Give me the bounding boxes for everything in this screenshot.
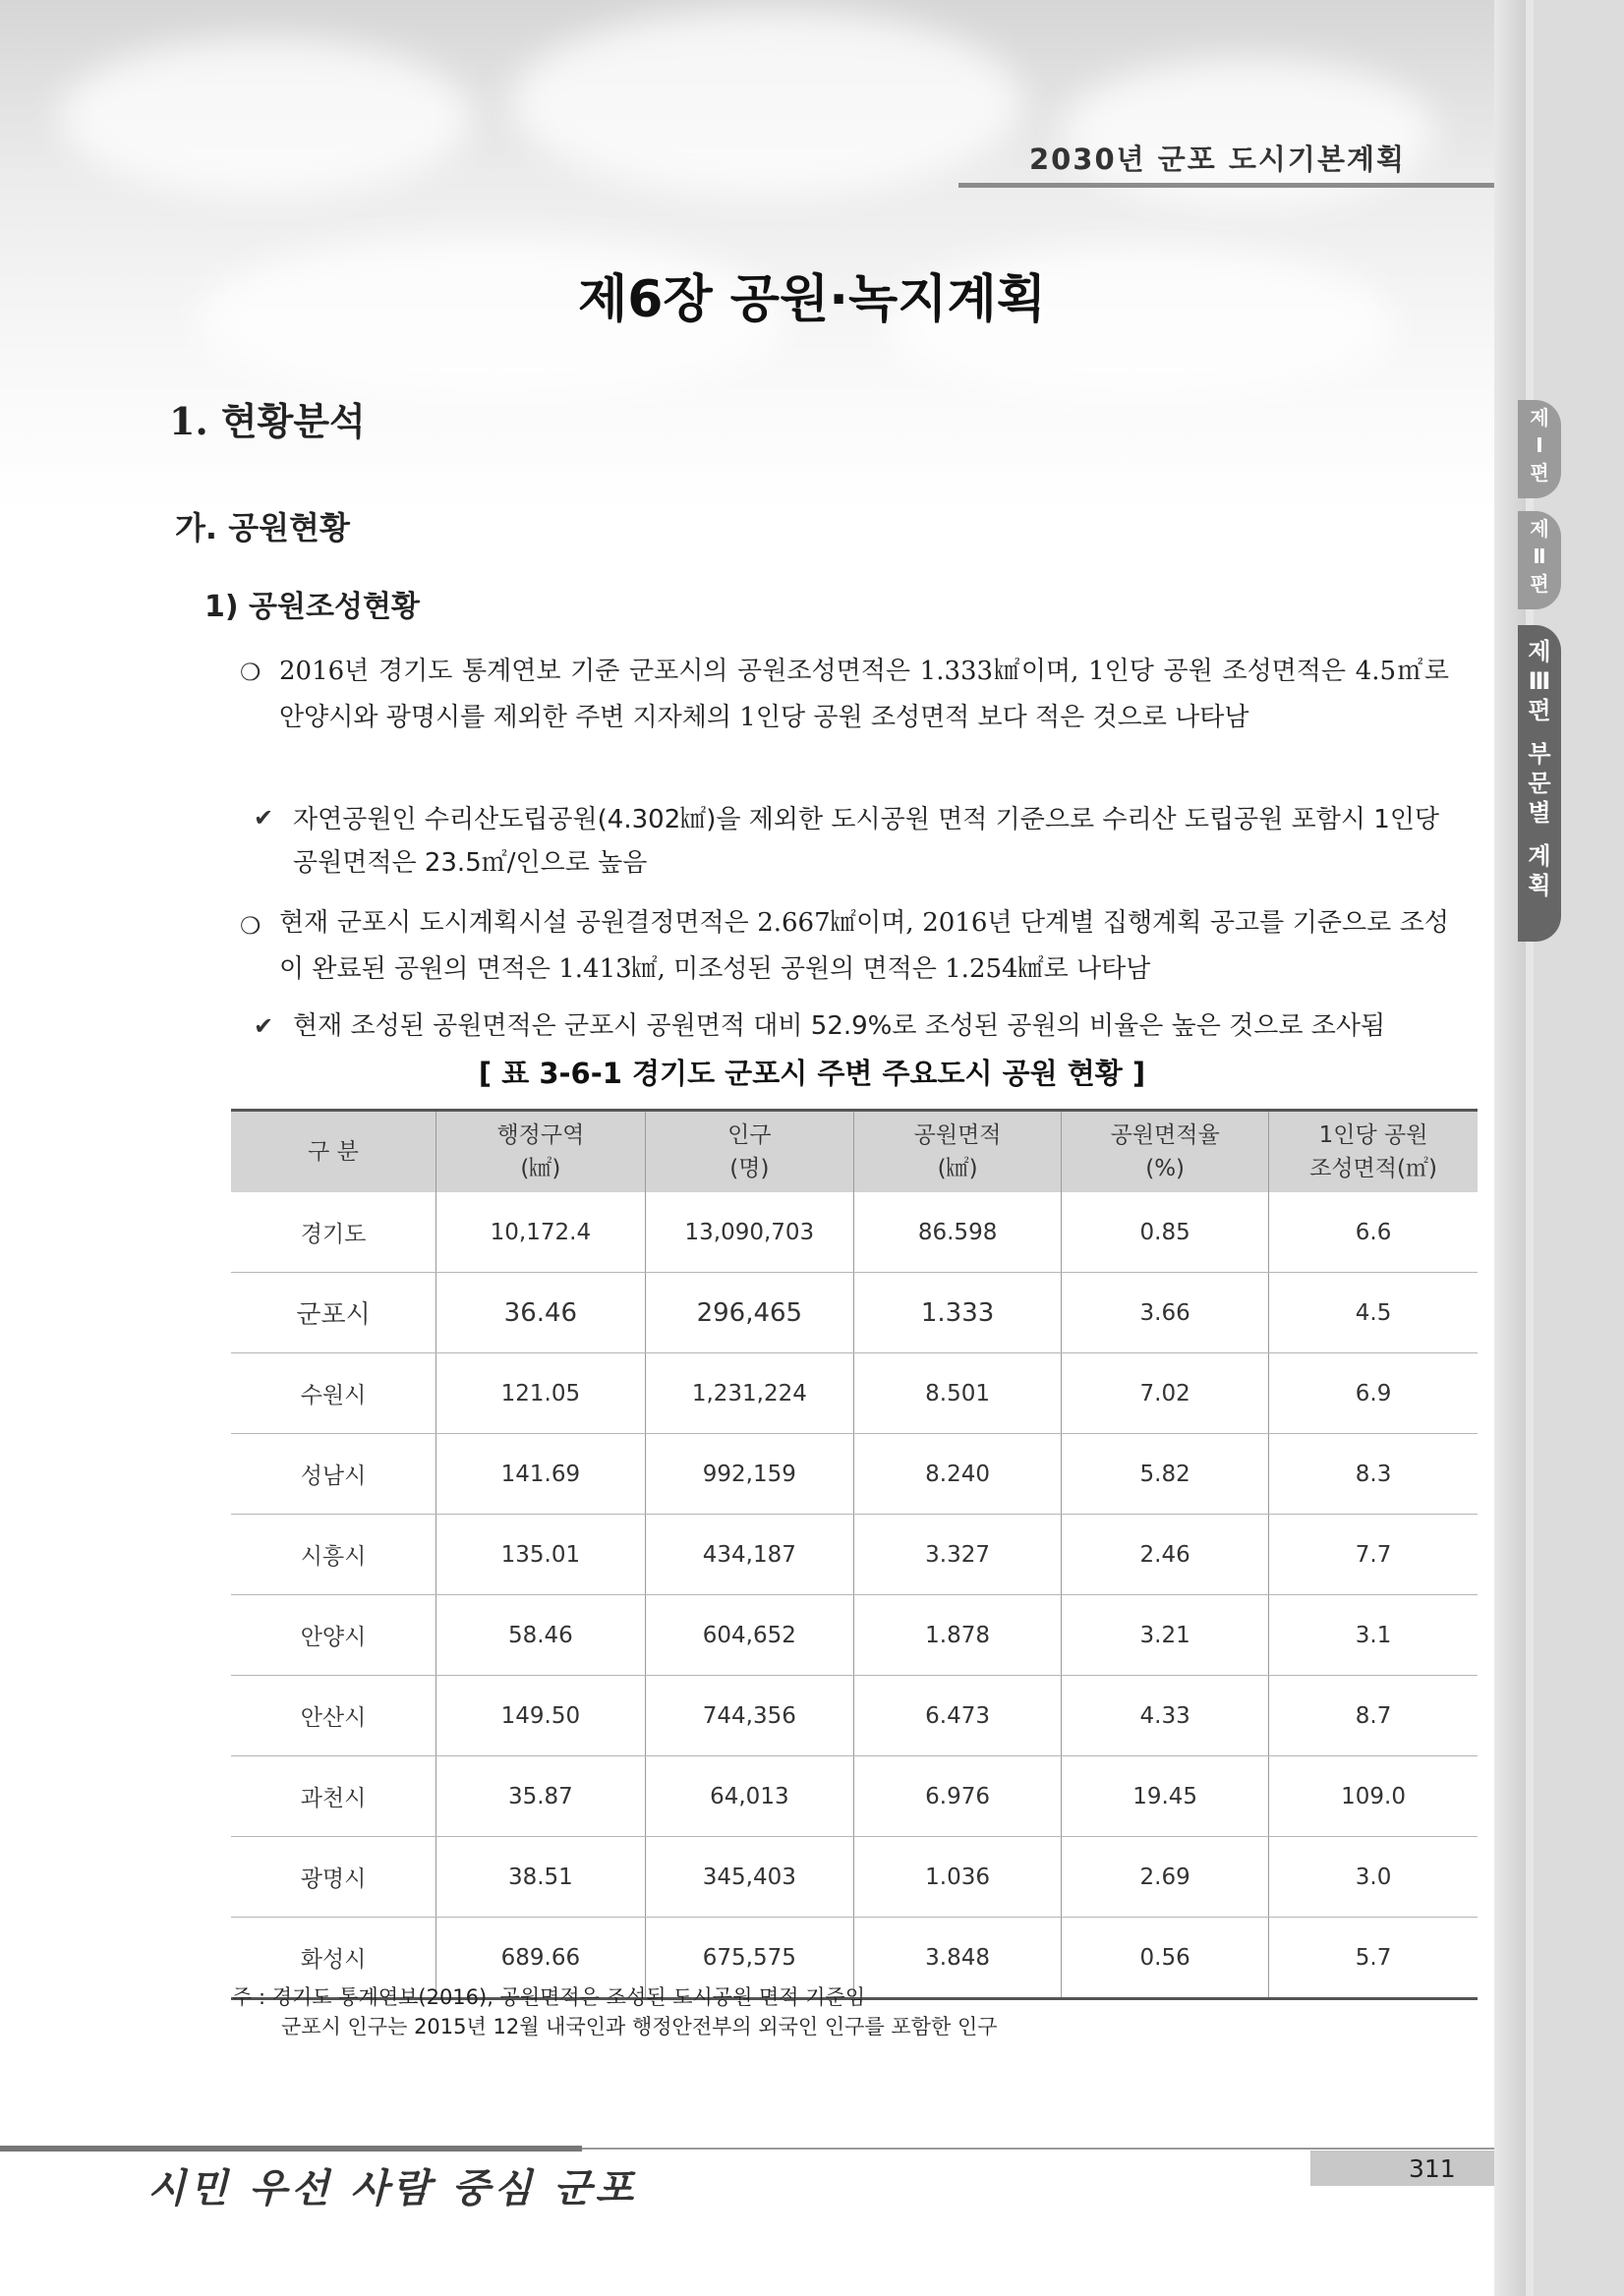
park-ratio-cell: 2.46	[1062, 1515, 1269, 1595]
population-cell: 992,159	[645, 1434, 853, 1515]
park-ratio-cell: 0.56	[1062, 1918, 1269, 1999]
park-ratio-cell: 4.33	[1062, 1676, 1269, 1756]
sub-bullet-text: 현재 조성된 공원면적은 군포시 공원면적 대비 52.9%로 조성된 공원의 비율은 높은 것으로 조사됨	[293, 1011, 1386, 1041]
subsection-heading: 가. 공원현황	[175, 509, 350, 546]
header-rule	[958, 183, 1494, 188]
area-cell: 121.05	[436, 1353, 646, 1434]
per-capita-cell: 6.6	[1269, 1192, 1478, 1273]
population-cell: 345,403	[645, 1837, 853, 1918]
paragraph: 현재 군포시 도시계획시설 공원결정면적은 2.667㎢이며, 2016년 단계별 집행계획 공고를 기준으로 조성이 완료된 공원의 면적은 1.413㎢, 미조성된 공원의 면적은 1.254㎢로 나타남	[279, 908, 1449, 984]
per-capita-cell: 3.1	[1269, 1595, 1478, 1676]
per-capita-cell: 7.7	[1269, 1515, 1478, 1595]
footer-rule-accent	[0, 2146, 582, 2152]
table-header-row	[231, 1111, 1478, 1193]
table-row	[231, 1434, 1478, 1515]
population-cell: 744,356	[645, 1676, 853, 1756]
header-cell: 인구 (명)	[645, 1111, 853, 1193]
area-cell: 38.51	[436, 1837, 646, 1918]
table-caption: [ 표 3-6-1 경기도 군포시 주변 주요도시 공원 현황 ]	[478, 1057, 1146, 1090]
park-ratio-cell: 3.66	[1062, 1273, 1269, 1353]
page-number-box	[1310, 2151, 1494, 2186]
circle-bullet-icon: ❍	[240, 912, 261, 940]
per-capita-cell: 6.9	[1269, 1353, 1478, 1434]
header-cell: 공원면적율 (%)	[1062, 1111, 1269, 1193]
page-number: 311	[1409, 2154, 1456, 2183]
population-cell: 296,465	[645, 1273, 853, 1353]
park-area-cell: 3.848	[854, 1918, 1062, 1999]
population-cell: 604,652	[645, 1595, 853, 1676]
table-row	[231, 1515, 1478, 1595]
subsubsection-heading: 1) 공원조성현황	[204, 590, 420, 624]
page-edge-band	[1494, 0, 1526, 2296]
table-row	[231, 1595, 1478, 1676]
park-area-cell: 86.598	[854, 1192, 1062, 1273]
paragraph: 2016년 경기도 통계연보 기준 군포시의 공원조성면적은 1.333㎢이며, 1인당 공원 조성면적은 4.5㎡로 안양시와 광명시를 제외한 주변 지자체의 1인당 공원 조성면적 보다 적은 것으로 나타남	[279, 657, 1449, 732]
page-edge-outer	[1534, 0, 1624, 2296]
park-ratio-cell: 19.45	[1062, 1756, 1269, 1837]
circle-bullet-icon: ❍	[240, 659, 261, 686]
park-area-cell: 1.333	[854, 1273, 1062, 1353]
per-capita-cell: 5.7	[1269, 1918, 1478, 1999]
population-cell: 1,231,224	[645, 1353, 853, 1434]
region-cell: 안산시	[231, 1676, 436, 1756]
area-cell: 35.87	[436, 1756, 646, 1837]
region-cell: 화성시	[231, 1918, 436, 1999]
check-bullet-icon: ✔	[254, 804, 274, 832]
header-cell: 구 분	[231, 1111, 436, 1193]
park-status-table	[231, 1109, 1478, 2000]
park-ratio-cell: 3.21	[1062, 1595, 1269, 1676]
table-row	[231, 1837, 1478, 1918]
table-note: 주 : 경기도 통계연보(2016), 공원면적은 조성된 도시공원 면적 기준임	[232, 1985, 866, 2009]
area-cell: 58.46	[436, 1595, 646, 1676]
park-area-cell: 1.036	[854, 1837, 1062, 1918]
region-cell: 안양시	[231, 1595, 436, 1676]
section-heading: 1. 현황분석	[169, 399, 366, 443]
park-area-cell: 6.976	[854, 1756, 1062, 1837]
per-capita-cell: 3.0	[1269, 1837, 1478, 1918]
region-cell: 과천시	[231, 1756, 436, 1837]
table-row	[231, 1756, 1478, 1837]
side-tab-part-1[interactable]: 제 Ⅰ 편	[1518, 400, 1561, 498]
region-cell: 군포시	[231, 1273, 436, 1353]
table-row	[231, 1353, 1478, 1434]
check-bullet-icon: ✔	[254, 1012, 274, 1040]
per-capita-cell: 8.3	[1269, 1434, 1478, 1515]
region-cell: 수원시	[231, 1353, 436, 1434]
area-cell: 689.66	[436, 1918, 646, 1999]
area-cell: 149.50	[436, 1676, 646, 1756]
per-capita-cell: 8.7	[1269, 1676, 1478, 1756]
region-cell: 시흥시	[231, 1515, 436, 1595]
population-cell: 13,090,703	[645, 1192, 853, 1273]
chapter-title: 제6장 공원·녹지계획	[578, 270, 1046, 329]
park-area-cell: 8.501	[854, 1353, 1062, 1434]
population-cell: 675,575	[645, 1918, 853, 1999]
footer-slogan: 시민 우선 사람 중심 군포	[147, 2165, 638, 2211]
park-area-cell: 6.473	[854, 1676, 1062, 1756]
side-tab-part-3-active[interactable]: 제 Ⅲ 편 부 문 별 계 획	[1518, 625, 1561, 942]
region-cell: 광명시	[231, 1837, 436, 1918]
park-area-cell: 1.878	[854, 1595, 1062, 1676]
area-cell: 135.01	[436, 1515, 646, 1595]
park-ratio-cell: 2.69	[1062, 1837, 1269, 1918]
sub-bullet-text: 자연공원인 수리산도립공원(4.302㎢)을 제외한 도시공원 면적 기준으로 수리산 도립공원 포함시 1인당 공원면적은 23.5㎡/인으로 높음	[293, 805, 1440, 878]
park-area-cell: 8.240	[854, 1434, 1062, 1515]
header-cell: 행정구역 (㎢)	[436, 1111, 646, 1193]
header-cell: 1인당 공원 조성면적(㎡)	[1269, 1111, 1478, 1193]
park-ratio-cell: 7.02	[1062, 1353, 1269, 1434]
park-ratio-cell: 0.85	[1062, 1192, 1269, 1273]
per-capita-cell: 4.5	[1269, 1273, 1478, 1353]
header-cell: 공원면적 (㎢)	[854, 1111, 1062, 1193]
region-cell: 성남시	[231, 1434, 436, 1515]
park-ratio-cell: 5.82	[1062, 1434, 1269, 1515]
park-area-cell: 3.327	[854, 1515, 1062, 1595]
table-note: 군포시 인구는 2015년 12월 내국인과 행정안전부의 외국인 인구를 포함한 인구	[281, 2015, 998, 2038]
table-row	[231, 1676, 1478, 1756]
table-row-highlight	[231, 1273, 1478, 1353]
population-cell: 64,013	[645, 1756, 853, 1837]
area-cell: 141.69	[436, 1434, 646, 1515]
area-cell: 36.46	[436, 1273, 646, 1353]
per-capita-cell: 109.0	[1269, 1756, 1478, 1837]
region-cell: 경기도	[231, 1192, 436, 1273]
table-row	[231, 1192, 1478, 1273]
population-cell: 434,187	[645, 1515, 853, 1595]
running-header: 2030년 군포 도시기본계획	[1028, 143, 1406, 176]
area-cell: 10,172.4	[436, 1192, 646, 1273]
side-tab-part-2[interactable]: 제 Ⅱ 편	[1518, 511, 1561, 609]
